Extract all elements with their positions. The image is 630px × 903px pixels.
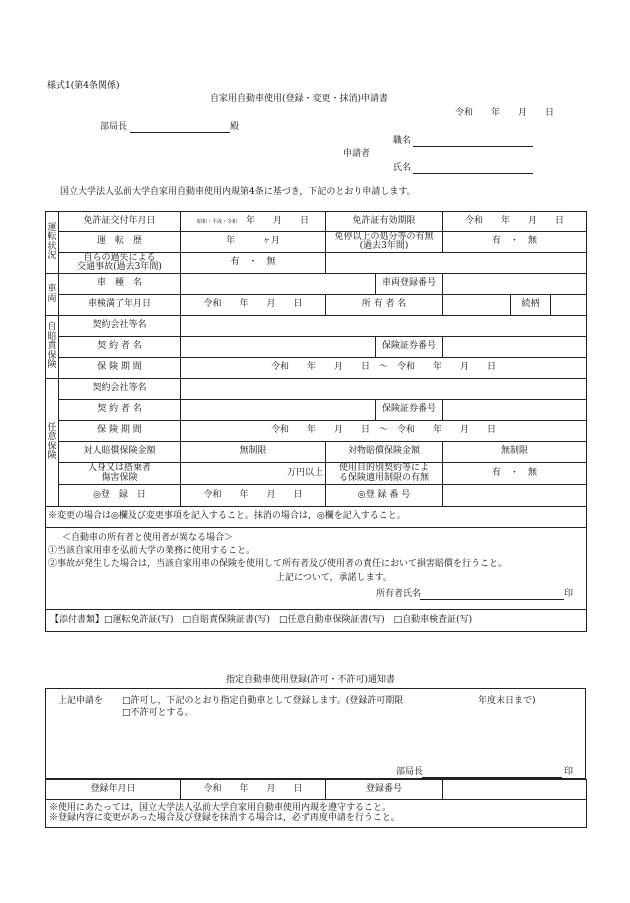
owner-seal: 印 xyxy=(564,589,574,599)
reg-no-value[interactable] xyxy=(443,485,587,507)
section-vehicle: 車 両 xyxy=(46,274,59,316)
notice-title: 指定自動車使用登録(許可・不許可)通知書 xyxy=(226,675,396,685)
date-line[interactable]: 令和 年 月 日 xyxy=(455,108,555,118)
driving-history-value[interactable]: 年 ヶ月 xyxy=(181,232,326,253)
owner-sign-label: 所有者氏名 xyxy=(376,589,422,599)
notice-deny-option[interactable]: □不許可とする。 xyxy=(122,708,194,718)
relationship-value[interactable] xyxy=(551,295,587,316)
applicant-label: 申請者 xyxy=(343,149,371,159)
policy-no-value[interactable] xyxy=(443,337,587,358)
notice-note-1: ※使用にあたっては，国立大学法人弘前大学自家用自動車使用内規を遵守すること。 xyxy=(49,803,392,814)
inspection-expiry-value[interactable]: 令和 年 月 日 xyxy=(181,295,326,316)
accident-value[interactable]: 有 ・ 無 xyxy=(181,253,326,274)
contractor-name-label: 契 約 者 名 xyxy=(59,337,181,358)
car-model-label: 車 種 名 xyxy=(59,274,181,295)
vol-contractor-name-value[interactable] xyxy=(181,400,376,421)
consent-text: 上記について，承諾します。 xyxy=(276,573,392,583)
notice-reg-no-value[interactable] xyxy=(443,780,587,800)
vol-insurance-period-value[interactable]: 令和 年 月 日 ～ 令和 年 月 日 xyxy=(181,421,587,442)
insurance-period-value[interactable]: 令和 年 月 日 ～ 令和 年 月 日 xyxy=(181,358,587,379)
personal-liability-value[interactable]: 無制限 xyxy=(181,442,326,463)
owner-name-label: 所 有 者 名 xyxy=(326,295,443,316)
owner-consent-box xyxy=(46,528,587,610)
license-issue-label: 免許証交付年月日 xyxy=(59,212,181,232)
notice-permit-option[interactable]: □許可し，下記のとおり指定自動車として登録します。(登録許可期限 xyxy=(122,696,404,706)
section-driving: 運 転 状 況 xyxy=(46,212,59,274)
accident-blank[interactable] xyxy=(326,253,587,274)
position-field[interactable] xyxy=(413,146,533,147)
owner-diff-heading: ＜自動車の所有者と使用者が異なる場合＞ xyxy=(62,533,234,543)
insurance-period-label: 保 険 期 間 xyxy=(59,358,181,379)
notice-box xyxy=(45,688,586,779)
section-voluntary-insurance: 任 意 保 険 xyxy=(46,379,59,507)
vol-contract-company-value[interactable] xyxy=(181,379,587,400)
honorific: 殿 xyxy=(230,122,240,132)
vol-contractor-name-label: 契 約 者 名 xyxy=(59,400,181,421)
change-note: ※変更の場合は◎欄及び変更事項を記入すること。抹消の場合は，◎欄を記入すること。 xyxy=(46,507,587,528)
registration-no-value[interactable] xyxy=(443,274,587,295)
suspension-value[interactable]: 有 ・ 無 xyxy=(443,232,587,253)
reg-date-label: ◎登 録 日 xyxy=(59,485,181,507)
accident-label: 自らの過失による 交通事故(過去3年間) xyxy=(59,253,181,274)
notice-dept-head-label: 部局長 xyxy=(396,767,424,777)
notice-prefix: 上記申請を xyxy=(58,696,104,706)
relationship-label: 続柄 xyxy=(511,295,551,316)
owner-diff-1: ①当該自家用車を弘前大学の業務に使用すること。 xyxy=(48,546,256,556)
vol-contract-company-label: 契約会社等名 xyxy=(59,379,181,400)
owner-sign-field[interactable] xyxy=(420,599,564,600)
notice-reg-date-value[interactable]: 令和 年 月 日 xyxy=(181,780,326,800)
name-label: 氏名 xyxy=(393,163,412,173)
license-expiry-label: 免許証有効期限 xyxy=(326,212,443,232)
notice-reg-no-label: 登録番号 xyxy=(326,780,443,800)
property-liability-label: 対物賠償保険金額 xyxy=(326,442,443,463)
vol-policy-no-label: 保険証券番号 xyxy=(376,400,443,421)
notice-note-2: ※登録内容に変更があった場合及び登録を抹消する場合は，必ず再度申請を行うこと。 xyxy=(49,812,400,823)
notice-dept-head-field[interactable] xyxy=(422,777,562,778)
notice-deadline-suffix: 年度末日まで) xyxy=(478,696,536,706)
contract-company-value[interactable] xyxy=(181,316,587,337)
license-expiry-value[interactable]: 令和 年 月 日 xyxy=(443,212,587,232)
position-label: 職名 xyxy=(393,136,412,146)
notice-notes xyxy=(46,800,587,828)
intro-text: 国立大学法人弘前大学自家用自動車使用内規第4条に基づき，下記のとおり申請します。 xyxy=(60,187,416,197)
contractor-name-value[interactable] xyxy=(181,337,376,358)
special-clause-label: 使用目的別契約等によ る保険適用制限の有無 xyxy=(326,463,443,485)
reg-no-label: ◎登 録 番 号 xyxy=(326,485,443,507)
suspension-label: 免停以上の処分等の有無 (過去3年間) xyxy=(326,232,443,253)
passenger-insurance-label: 人身又は搭乗者 傷害保険 xyxy=(59,463,181,485)
registration-no-label: 車両登録番号 xyxy=(376,274,443,295)
passenger-insurance-value[interactable]: 万円以上 xyxy=(181,463,326,485)
vol-policy-no-value[interactable] xyxy=(443,400,587,421)
reg-date-value[interactable]: 令和 年 月 日 xyxy=(181,485,326,507)
addressee-label: 部局長 xyxy=(100,122,128,132)
property-liability-value[interactable]: 無制限 xyxy=(443,442,587,463)
special-clause-value[interactable]: 有 ・ 無 xyxy=(443,463,587,485)
notice-seal: 印 xyxy=(564,767,574,777)
owner-name-value[interactable] xyxy=(443,295,511,316)
driving-history-label: 運 転 歴 xyxy=(59,232,181,253)
inspection-expiry-label: 車検満了年月日 xyxy=(59,295,181,316)
owner-diff-2: ②事故が発生した場合は，当該自家用車の保険を使用して所有者及び使用者の責任において損害賠償を行うこと。 xyxy=(48,559,508,569)
form-title: 自家用自動車使用(登録・変更・抹消)申請書 xyxy=(210,94,389,104)
policy-no-label: 保険証券番号 xyxy=(376,337,443,358)
notice-table xyxy=(45,779,587,828)
personal-liability-label: 対人賠償保険金額 xyxy=(59,442,181,463)
attachments-list[interactable]: 【添付書類】□運転免許証(写) □自賠責保険証書(写) □任意自動車保険証書(写) □自動車検査証(写) xyxy=(46,610,587,632)
car-model-value[interactable] xyxy=(181,274,376,295)
section-compulsory-insurance: 自 賠 責 保 険 xyxy=(46,316,59,379)
contract-company-label: 契約会社等名 xyxy=(59,316,181,337)
notice-reg-date-label: 登録年月日 xyxy=(46,780,181,800)
vol-insurance-period-label: 保 険 期 間 xyxy=(59,421,181,442)
name-field[interactable] xyxy=(413,173,533,174)
license-issue-value[interactable]: 昭和・平成・令和 年 月 日 xyxy=(181,212,326,232)
application-table xyxy=(45,211,587,632)
form-number: 様式1(第4条関係) xyxy=(47,81,120,91)
